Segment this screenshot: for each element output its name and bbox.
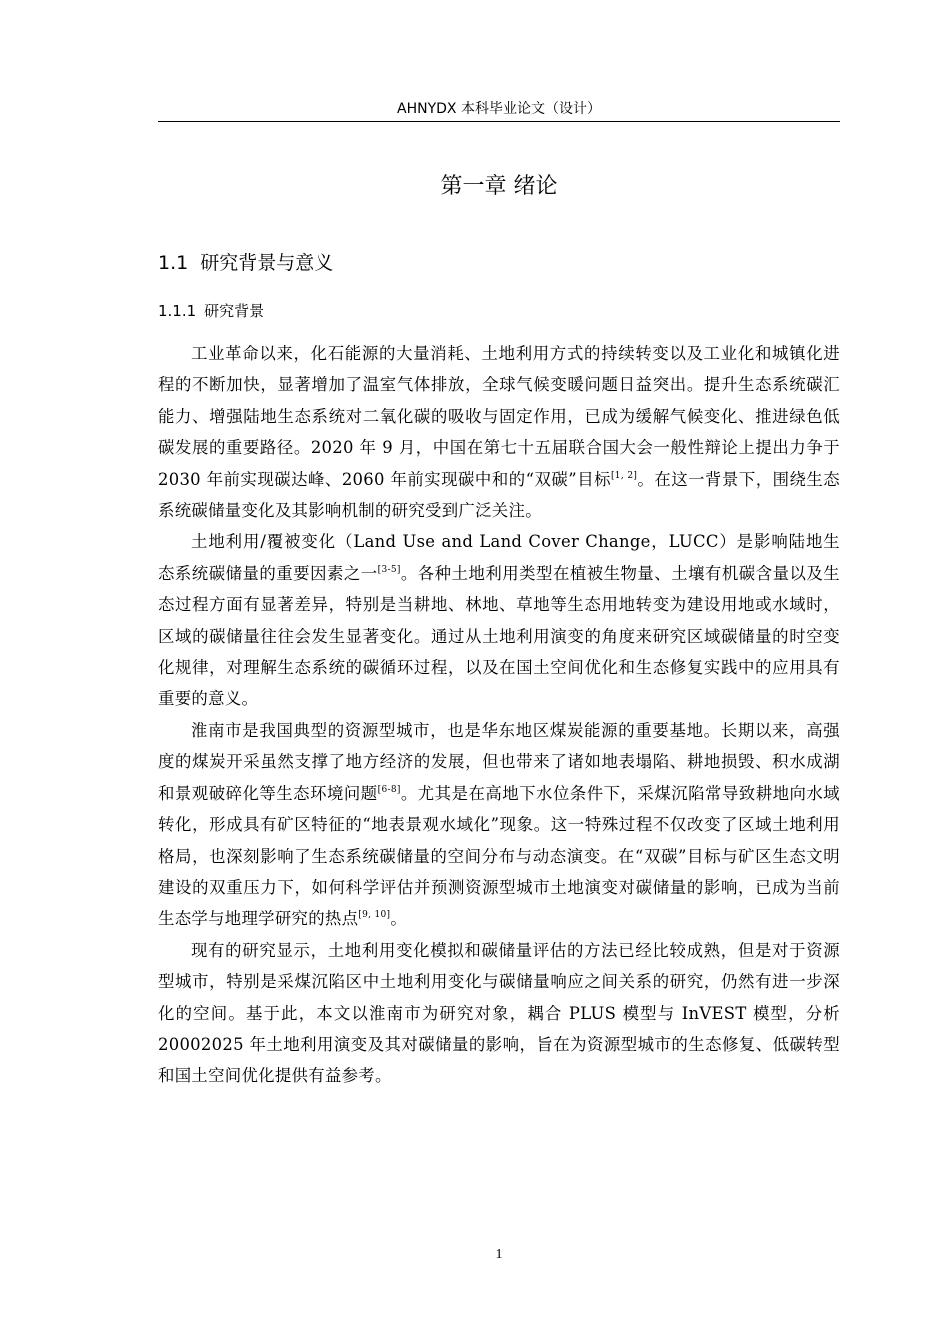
- section-title: 研究背景与意义: [200, 252, 334, 274]
- paragraph-text: 。各种土地利用类型在植被生物量、土壤有机碳含量以及生态过程方面有显著差异，特别是当耕地、林地、草地等生态用地转变为建设用地或水域时，区域的碳储量往往会发生显著变化。通过从土地利用演变的角度来研究区域碳储量的时空变化规律，对理解生态系统的碳循环过程，以及在国土空间优化和生态修复实践中的应用具有重要的意义。: [158, 563, 840, 709]
- citation: [1, 2]: [611, 470, 638, 481]
- page-number: 1: [495, 1247, 503, 1262]
- paragraph-text: 。尤其是在高地下水位条件下，采煤沉陷常导致耕地向水域转化，形成具有矿区特征的“地表景观水域化”现象。这一特殊过程不仅改变了区域土地利用格局，也深刻影响了生态系统碳储量的空间分布与动态演变。在“双碳”目标与矿区生态文明建设的双重压力下，如何科学评估并预测资源型城市土地演变对碳储量的影响，已成为当前生态学与地理学研究的热点: [158, 783, 840, 929]
- subsection-number: 1.1.1: [158, 302, 197, 320]
- paragraph-4: [158, 935, 840, 1092]
- paragraph-text: 现有的研究显示，土地利用变化模拟和碳储量评估的方法已经比较成熟，但是对于资源型城市，特别是采煤沉陷区中土地利用变化与碳储量响应之间关系的研究，仍然有进一步深化的空间。基于此，本文以淮南市为研究对象，耦合 PLUS 模型与 InVEST 模型，分析 20002025 年土地利用演变及其对碳储量的影响，旨在为资源型城市的生态修复、低碳转型和国土空间优化提供有益参考。: [158, 940, 840, 1086]
- paragraph-text: 土地利用/覆被变化（Land Use and Land Cover Change，LUCC）是影响陆地生态系统碳储量的重要因素之一: [158, 532, 840, 583]
- section-number: 1.1: [158, 252, 189, 274]
- body-text: [158, 338, 840, 1092]
- section-heading: [158, 250, 333, 276]
- chapter-title: 第一章 绪论: [440, 174, 558, 199]
- header-rule: [158, 121, 840, 122]
- paragraph-2: [158, 526, 840, 714]
- paragraph-text: 。在这一背景下，围绕生态系统碳储量变化及其影响机制的研究受到广泛关注。: [158, 469, 840, 521]
- running-header: AHNYDX 本科毕业论文（设计）: [397, 101, 601, 117]
- paragraph-1: [158, 338, 840, 526]
- citation: [9, 10]: [358, 910, 391, 921]
- paragraph-3: [158, 715, 840, 935]
- subsection-title: 研究背景: [204, 302, 265, 320]
- subsection-heading: [158, 300, 264, 322]
- citation: [6-8]: [377, 784, 401, 795]
- paragraph-text: 工业革命以来，化石能源的大量消耗、土地利用方式的持续转变以及工业化和城镇化进程的不断加快，显著增加了温室气体排放，全球气候变暖问题日益突出。提升生态系统碳汇能力、增强陆地生态系统对二氧化碳的吸收与固定作用，已成为缓解气候变化、推进绿色低碳发展的重要路径。2020 年 9 月，中国在第七十五届联合国大会一般性辩论上提出力争于 2030 年前实现碳达峰、2060 年前实现碳中和的“双碳”目标: [158, 344, 840, 489]
- paragraph-text: 淮南市是我国典型的资源型城市，也是华东地区煤炭能源的重要基地。长期以来，高强度的煤炭开采虽然支撑了地方经济的发展，但也带来了诸如地表塌陷、耕地损毁、积水成湖和景观破碎化等生态环境问题: [158, 720, 840, 803]
- citation: [3-5]: [377, 564, 401, 575]
- paragraph-text: 。: [390, 909, 408, 929]
